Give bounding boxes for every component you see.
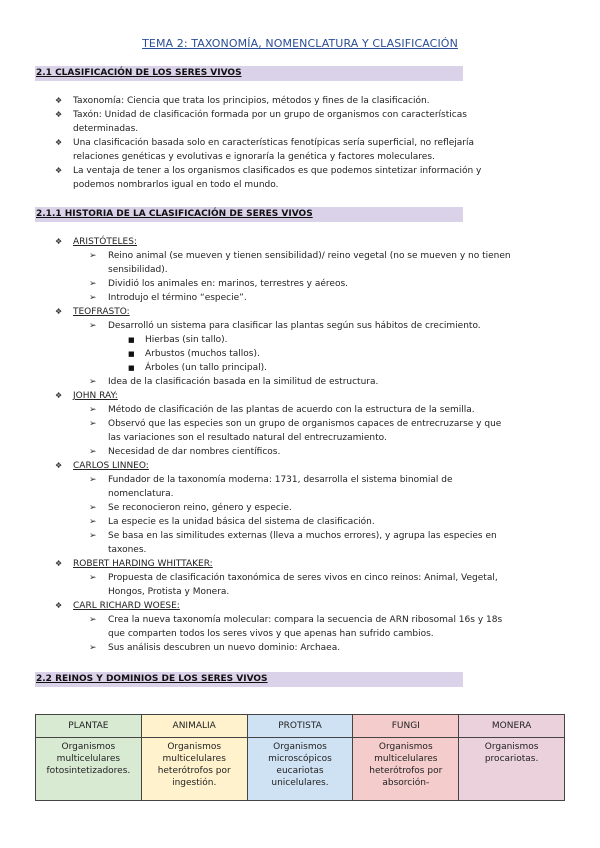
scientist-teofrasto: ❖ TEOFRASTO: <box>55 307 130 317</box>
arrow-bullet-icon: ➢ <box>89 615 97 625</box>
history-list <box>0 235 600 655</box>
bullet-item: ➢ Se reconocieron reino, género y especie. <box>89 503 292 513</box>
diamond-bullet-icon: ❖ <box>55 110 63 119</box>
diamond-bullet-icon: ❖ <box>55 166 63 175</box>
kingdom-description-cell: Organismos microscópicos eucariotas unicelulares. <box>247 738 353 801</box>
bullet-item: ❖ Taxonomía: Ciencia que trata los principios, métodos y fines de la clasificación. <box>55 96 430 106</box>
kingdom-description-cell: Organismos multicelulares fotosintetizadores. <box>36 738 142 801</box>
bullet-item: ➢ Introdujo el término “especie”. <box>89 293 247 303</box>
diamond-bullet-icon: ❖ <box>55 391 63 400</box>
square-bullet-icon: ■ <box>128 364 135 372</box>
arrow-bullet-icon: ➢ <box>89 573 97 583</box>
diamond-bullet-icon: ❖ <box>55 307 63 316</box>
teofrasto-sub-item: ■ Árboles (un tallo principal). <box>128 363 268 373</box>
diamond-bullet-icon: ❖ <box>55 559 63 568</box>
kingdom-description-cell: Organismos procariotas. <box>459 738 565 801</box>
bullet-item: ➢ Se basa en las similitudes externas (lleva a muchos errores), y agrupa las especies en <box>89 531 497 541</box>
bullet-item: ➢ Sus análisis descubren un nuevo dominio: Archaea. <box>89 643 341 653</box>
section-heading-2-1: 2.1 CLASIFICACIÓN DE LOS SERES VIVOS <box>35 66 463 81</box>
bullet-item: ❖ Taxón: Unidad de clasificación formada por un grupo de organismos con características <box>55 110 467 120</box>
document-title: TEMA 2: TAXONOMÍA, NOMENCLATURA Y CLASIFICACIÓN <box>142 37 458 50</box>
scientist-linneo: ❖ CARLOS LINNEO: <box>55 461 149 471</box>
bullet-item: ❖ La ventaja de tener a los organismos clasificados es que podemos sintetizar información y <box>55 166 482 176</box>
arrow-bullet-icon: ➢ <box>89 517 97 527</box>
arrow-bullet-icon: ➢ <box>89 503 97 513</box>
kingdom-description-cell: Organismos multicelulares heterótrofos por absorción- <box>353 738 459 801</box>
arrow-bullet-icon: ➢ <box>89 321 97 331</box>
bullet-item-continuation: Hongos, Protista y Monera. <box>108 587 230 597</box>
bullet-item-continuation: taxones. <box>108 545 147 555</box>
kingdom-description-cell: Organismos multicelulares heterótrofos por ingestión. <box>141 738 247 801</box>
section-heading-2-2: 2.2 REINOS Y DOMINIOS DE LOS SERES VIVOS <box>35 672 463 687</box>
bullet-item: ➢ Propuesta de clasificación taxonómica de seres vivos en cinco reinos: Animal, Vegetal, <box>89 573 498 583</box>
kingdom-name-cell: ANIMALIA <box>141 715 247 738</box>
bullet-item: ➢ Crea la nueva taxonomía molecular: compara la secuencia de ARN ribosomal 16s y 18s <box>89 615 503 625</box>
kingdoms-header-row <box>36 715 565 738</box>
arrow-bullet-icon: ➢ <box>89 447 97 457</box>
bullet-item-continuation: determinadas. <box>73 124 139 134</box>
arrow-bullet-icon: ➢ <box>89 405 97 415</box>
bullet-item: ➢ Método de clasificación de las plantas de acuerdo con la estructura de la semilla. <box>89 405 475 415</box>
arrow-bullet-icon: ➢ <box>89 377 97 387</box>
diamond-bullet-icon: ❖ <box>55 461 63 470</box>
bullet-item: ❖ Una clasificación basada solo en características fenotípicas sería superficial, no reflejaría <box>55 138 475 148</box>
bullet-item-continuation: podemos nombrarlos igual en todo el mundo. <box>73 180 279 190</box>
bullet-item: ➢ Dividió los animales en: marinos, terrestres y aéreos. <box>89 279 349 289</box>
teofrasto-sub-item: ■ Hierbas (sin tallo). <box>128 335 228 345</box>
arrow-bullet-icon: ➢ <box>89 293 97 303</box>
bullet-item-continuation: las variaciones son el resultado natural del entrecruzamiento. <box>108 433 387 443</box>
section-heading-2-1-1: 2.1.1 HISTORIA DE LA CLASIFICACIÓN DE SERES VIVOS <box>35 207 463 222</box>
bullet-item-continuation: que comparten todos los seres vivos y que apenas han sufrido cambios. <box>108 629 434 639</box>
scientist-aristoteles: ❖ ARISTÓTELES: <box>55 237 137 247</box>
bullet-item: ➢ Fundador de la taxonomía moderna: 1731, desarrolla el sistema binomial de <box>89 475 453 485</box>
diamond-bullet-icon: ❖ <box>55 138 63 147</box>
arrow-bullet-icon: ➢ <box>89 643 97 653</box>
bullet-item: ➢ La especie es la unidad básica del sistema de clasificación. <box>89 517 375 527</box>
square-bullet-icon: ■ <box>128 350 135 358</box>
arrow-bullet-icon: ➢ <box>89 419 97 429</box>
scientist-woese: ❖ CARL RICHARD WOESE: <box>55 601 180 611</box>
bullet-item: ➢ Observó que las especies son un grupo de organismos capaces de entrecruzarse y que <box>89 419 502 429</box>
bullet-item: ➢ Necesidad de dar nombres científicos. <box>89 447 281 457</box>
kingdom-name-cell: MONERA <box>459 715 565 738</box>
arrow-bullet-icon: ➢ <box>89 251 97 261</box>
bullet-item: ➢ Reino animal (se mueven y tienen sensibilidad)/ reino vegetal (no se mueven y no tienen <box>89 251 511 261</box>
square-bullet-icon: ■ <box>128 336 135 344</box>
arrow-bullet-icon: ➢ <box>89 475 97 485</box>
scientist-john-ray: ❖ JOHN RAY: <box>55 391 118 401</box>
kingdom-name-cell: FUNGI <box>353 715 459 738</box>
teofrasto-point: ➢ Idea de la clasificación basada en la similitud de estructura. <box>89 377 379 387</box>
arrow-bullet-icon: ➢ <box>89 531 97 541</box>
diamond-bullet-icon: ❖ <box>55 601 63 610</box>
kingdoms-table <box>35 714 565 801</box>
kingdoms-description-row <box>36 738 565 801</box>
diamond-bullet-icon: ❖ <box>55 96 63 105</box>
diamond-bullet-icon: ❖ <box>55 237 63 246</box>
arrow-bullet-icon: ➢ <box>89 279 97 289</box>
kingdom-name-cell: PROTISTA <box>247 715 353 738</box>
bullet-item-continuation: nomenclatura. <box>108 489 174 499</box>
teofrasto-point: ➢ Desarrolló un sistema para clasificar las plantas según sus hábitos de crecimiento. <box>89 321 481 331</box>
section-2-1-list <box>0 94 600 192</box>
kingdom-name-cell: PLANTAE <box>36 715 142 738</box>
teofrasto-sub-item: ■ Arbustos (muchos tallos). <box>128 349 260 359</box>
bullet-item-continuation: relaciones genéticas y evolutivas e ignoraría la genética y factores moleculares. <box>73 152 435 162</box>
scientist-whittaker: ❖ ROBERT HARDING WHITTAKER: <box>55 559 213 569</box>
bullet-item-continuation: sensibilidad). <box>108 265 168 275</box>
